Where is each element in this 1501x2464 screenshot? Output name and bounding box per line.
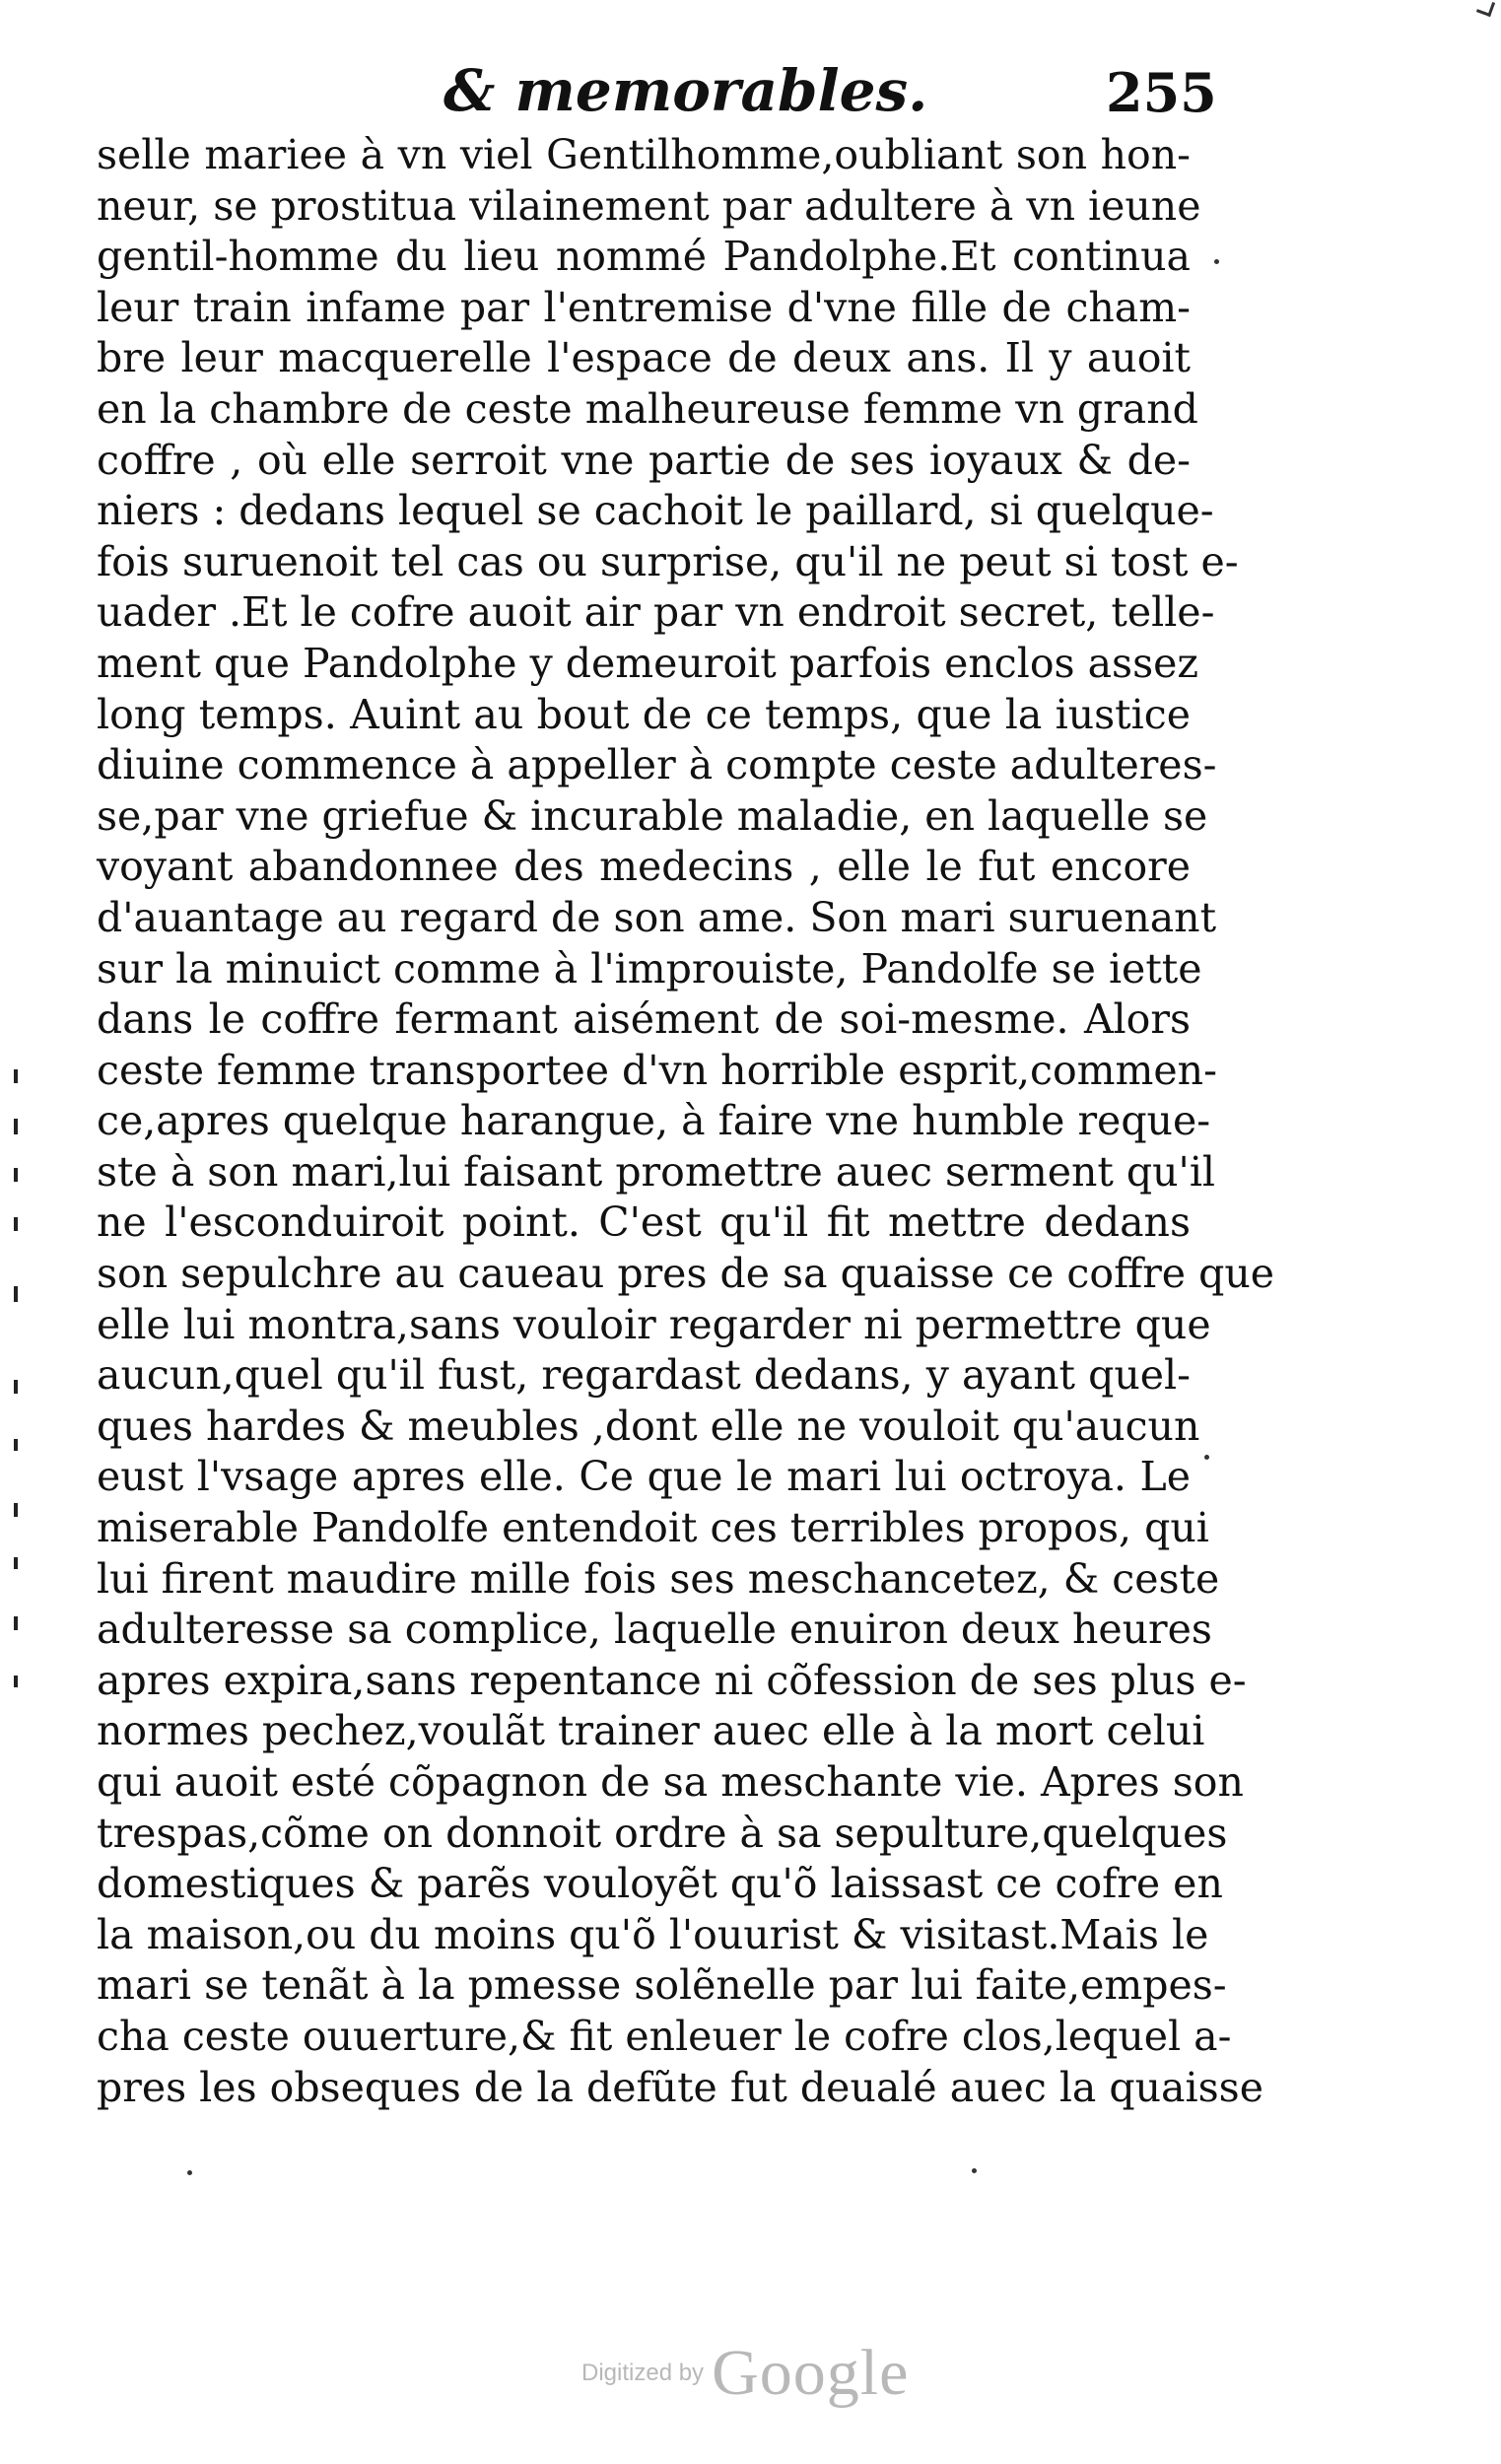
- text-line: domestiques & parẽs vouloyẽt qu'õ laissast ce cofre en: [97, 1860, 1223, 1908]
- scan-artifact: [14, 1168, 18, 1182]
- page-number: 255: [1106, 61, 1217, 124]
- text-line: aucun,quel qu'il fust, regardast dedans, y ayant quel-: [97, 1351, 1191, 1400]
- text-line: normes pechez,voulãt trainer auec elle à la mort celui: [97, 1707, 1205, 1755]
- scan-artifact: [1214, 259, 1219, 264]
- scan-artifact: [14, 1286, 18, 1302]
- text-line: voyant abandonnee des medecins , elle le fut encore: [97, 843, 1191, 891]
- text-line: uader .Et le cofre auoit air par vn endroit secret, telle-: [97, 588, 1215, 637]
- scan-artifact: [14, 1119, 18, 1134]
- body-text: [97, 130, 1275, 2113]
- text-line: sur la minuict comme à l'improuiste, Pandolfe se iette: [97, 944, 1202, 992]
- text-line: en la chambre de ceste malheureuse femme vn grand: [97, 384, 1198, 433]
- text-line: qui auoit esté cõpagnon de sa meschante vie. Apres son: [97, 1758, 1244, 1806]
- text-line: trespas,cõme on donnoit ordre à sa sepulture,quelques: [97, 1809, 1228, 1857]
- text-line: ques hardes & meubles ,dont elle ne vouloit qu'aucun: [97, 1402, 1200, 1450]
- text-line: adulteresse sa complice, laquelle enuiron deux heures: [97, 1606, 1212, 1654]
- scan-artifact: [187, 2170, 192, 2175]
- scan-artifact: [14, 1380, 18, 1394]
- text-line: selle mariee à vn viel Gentilhomme,oubliant son hon-: [97, 131, 1191, 178]
- text-line: lui firent maudire mille fois ses meschancetez, & ceste: [97, 1554, 1220, 1603]
- text-line: dans le coffre fermant aisément de soi-mesme. Alors: [97, 995, 1191, 1044]
- text-line: mari se tenãt à la pmesse solẽnelle par lui faite,empes-: [97, 1961, 1227, 2010]
- scan-artifact: [1204, 1455, 1209, 1460]
- text-line: ste à son mari,lui faisant promettre auec serment qu'il: [97, 1147, 1216, 1196]
- text-line: la maison,ou du moins qu'õ l'ouurist & visitast.Mais le: [97, 1910, 1209, 1958]
- text-line: miserable Pandolfe entendoit ces terribles propos, qui: [97, 1504, 1209, 1552]
- text-line: long temps. Auint au bout de ce temps, que la iustice: [97, 690, 1191, 738]
- text-line: coffre , où elle serroit vne partie de ses ioyaux & de-: [97, 436, 1191, 484]
- text-line: eust l'vsage apres elle. Ce que le mari lui octroya. Le: [97, 1453, 1191, 1501]
- text-line: ne l'esconduiroit point. C'est qu'il fit mettre dedans: [97, 1198, 1191, 1247]
- page-edge-mark: [1476, 0, 1495, 17]
- text-line: apres expira,sans repentance ni cõfession de ses plus e-: [97, 1656, 1247, 1704]
- text-line: pres les obseques de la defũte fut deualé auec la quaisse: [97, 2063, 1263, 2111]
- text-line: leur train infame par l'entremise d'vne fille de cham-: [97, 283, 1191, 331]
- scan-artifact: [14, 1217, 18, 1231]
- google-logo: Google: [712, 2337, 910, 2409]
- text-line: neur, se prostitua vilainement par adultere à vn ieune: [97, 181, 1201, 230]
- scan-artifact: [14, 1439, 18, 1451]
- text-line: son sepulchre au caueau pres de sa quaisse ce coffre que: [97, 1250, 1275, 1298]
- digitized-by-watermark: [581, 2336, 909, 2411]
- text-line: diuine commence à appeller à compte ceste adulteres-: [97, 741, 1217, 789]
- text-line: se,par vne griefue & incurable maladie, en laquelle se: [97, 791, 1208, 840]
- text-line: fois suruenoit tel cas ou surprise, qu'il ne peut si tost e-: [97, 537, 1239, 585]
- scan-artifact: [14, 1616, 18, 1630]
- text-line: ceste femme transportee d'vn horrible esprit,commen-: [97, 1046, 1217, 1094]
- text-line: cha ceste ouuerture,& fit enleuer le cofre clos,lequel a-: [97, 2012, 1232, 2060]
- text-line: d'auantage au regard de son ame. Son mari suruenant: [97, 893, 1217, 941]
- scan-artifact: [14, 1557, 18, 1569]
- text-line: ment que Pandolphe y demeuroit parfois enclos assez: [97, 639, 1198, 687]
- text-line: ce,apres quelque harangue, à faire vne humble reque-: [97, 1097, 1211, 1145]
- text-line: gentil-homme du lieu nommé Pandolphe.Et continua: [97, 233, 1191, 281]
- text-line: bre leur macquerelle l'espace de deux ans. Il y auoit: [97, 334, 1191, 382]
- scan-artifact: [14, 1503, 18, 1517]
- text-line: niers : dedans lequel se cachoit le paillard, si quelque-: [97, 487, 1214, 535]
- scan-artifact: [972, 2168, 977, 2173]
- text-line: elle lui montra,sans vouloir regarder ni permettre que: [97, 1300, 1211, 1348]
- watermark-prefix: Digitized by: [581, 2360, 705, 2386]
- scan-artifact: [14, 1676, 18, 1687]
- scan-artifact: [14, 1069, 18, 1083]
- running-head: & memorables.: [443, 57, 928, 124]
